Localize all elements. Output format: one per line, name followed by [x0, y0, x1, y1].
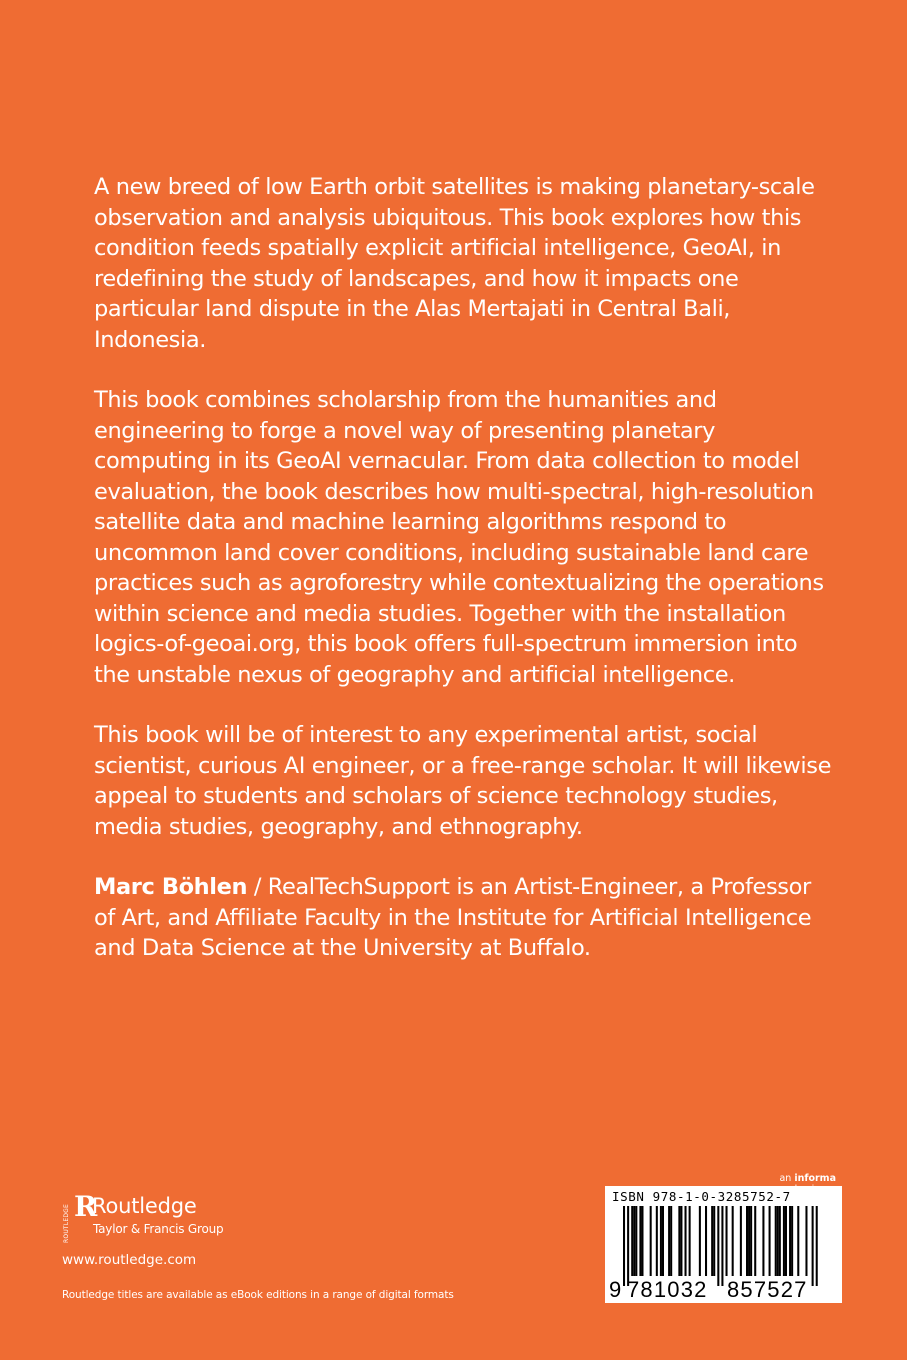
publisher-website: www.routledge.com: [62, 1252, 197, 1268]
barcode-bar: [775, 1206, 777, 1276]
barcode-bar: [633, 1206, 635, 1276]
routledge-logo-mark: [62, 1190, 98, 1243]
routledge-logo: [62, 1190, 302, 1246]
blurb-paragraph-2: This book combines scholarship from the humanities and engineering to forge a novel way of presenting planetary computing in its GeoAI vernacular. From data collection to model evaluation, the book describes how multi-spectral, high-resolution satellite data and machine learning algorithms respond to uncommon land cover conditions, including sustainable land care practices such as agroforestry while contextualizing the operations within science and media studies. Together with the installation logics-of-geoai.org, this book offers full-spectrum immersion into the unstable nexus of geography and artificial intelligence.: [94, 387, 824, 688]
publisher-group: Taylor & Francis Group: [93, 1222, 224, 1236]
barcode-bar: [635, 1206, 637, 1276]
barcode-bar: [627, 1206, 629, 1286]
barcode-bar: [685, 1206, 687, 1276]
barcode-bar: [779, 1206, 781, 1276]
barcode-bar: [726, 1206, 728, 1276]
back-cover-blurb: [94, 172, 834, 994]
barcode-bar: [680, 1206, 682, 1276]
author-name: Marc Böhlen: [94, 874, 248, 900]
barcode-bar: [754, 1206, 756, 1276]
publisher-name: Routledge: [92, 1194, 197, 1218]
barcode-bar: [777, 1206, 779, 1276]
isbn-barcode: [605, 1186, 842, 1303]
barcode-bar: [785, 1206, 787, 1276]
barcode-bar: [717, 1206, 719, 1286]
author-bio-text: / RealTechSupport is an Artist-Engineer, a Professor of Art, and Affiliate Faculty in the Institute for Artificial Intelligence and Data Science at the University at Buffalo.: [94, 874, 812, 961]
barcode-bar: [740, 1206, 742, 1276]
author-bio: [94, 872, 834, 964]
barcode-bar: [791, 1206, 793, 1276]
barcode-bar: [639, 1206, 641, 1276]
barcode-bar: [641, 1206, 643, 1276]
barcode-bar: [670, 1206, 672, 1276]
barcode-bar: [805, 1206, 807, 1276]
logo-vertical-text: ROUTLEDGE: [63, 1204, 70, 1243]
barcode-bar: [783, 1206, 785, 1276]
barcode-bar: [623, 1206, 625, 1286]
blurb-paragraph-1: A new breed of low Earth orbit satellites is making planetary-scale observation and analysis ubiquitous. This book explores how this condition feeds spatially explicit artificial intelligence, GeoAI, in redefining the study of landscapes, and how it impacts one particular land dispute in the Alas Mertajati in Central Bali, Indonesia.: [94, 174, 815, 353]
barcode-bar: [631, 1206, 633, 1276]
barcode-bar: [762, 1206, 764, 1276]
barcode-bar: [750, 1206, 752, 1276]
barcode-bar: [662, 1206, 664, 1276]
barcode-bar: [748, 1206, 750, 1276]
informa-prefix: an: [779, 1173, 795, 1184]
barcode-bar: [660, 1206, 662, 1276]
barcode-bar: [711, 1206, 713, 1276]
logo-letter: R: [74, 1190, 98, 1223]
barcode-bar: [789, 1206, 791, 1276]
barcode-bars: [615, 1206, 833, 1286]
barcode-bar: [769, 1206, 771, 1276]
barcode-bar: [713, 1206, 715, 1276]
barcode-bar: [668, 1206, 670, 1276]
barcode-bar: [699, 1206, 701, 1276]
barcode-bar: [812, 1206, 814, 1286]
barcode-digit-lead: 9: [609, 1277, 622, 1302]
barcode-bar: [656, 1206, 658, 1276]
informa-brand: informa: [794, 1173, 836, 1184]
barcode-bar: [732, 1206, 734, 1276]
isbn-label: ISBN 978-1-0-3285752-7: [612, 1189, 791, 1204]
barcode-bar: [689, 1206, 691, 1276]
barcode-bar: [746, 1206, 748, 1276]
barcode-digits-left: 781032: [627, 1277, 708, 1302]
blurb-paragraph-3: This book will be of interest to any experimental artist, social scientist, curious AI engineer, or a free-range scholar. It will likewise appeal to students and scholars of science technology studies, media studies, geography, and ethnography.: [94, 722, 832, 840]
barcode-bar: [721, 1206, 723, 1286]
barcode-bar: [650, 1206, 652, 1276]
barcode-digits-right: 857527: [727, 1277, 808, 1302]
barcode-bar: [816, 1206, 818, 1286]
barcode-bar: [797, 1206, 799, 1276]
barcode-bar: [678, 1206, 680, 1276]
ebook-note: Routledge titles are available as eBook editions in a range of digital formats: [62, 1289, 454, 1301]
barcode-bar: [705, 1206, 707, 1276]
